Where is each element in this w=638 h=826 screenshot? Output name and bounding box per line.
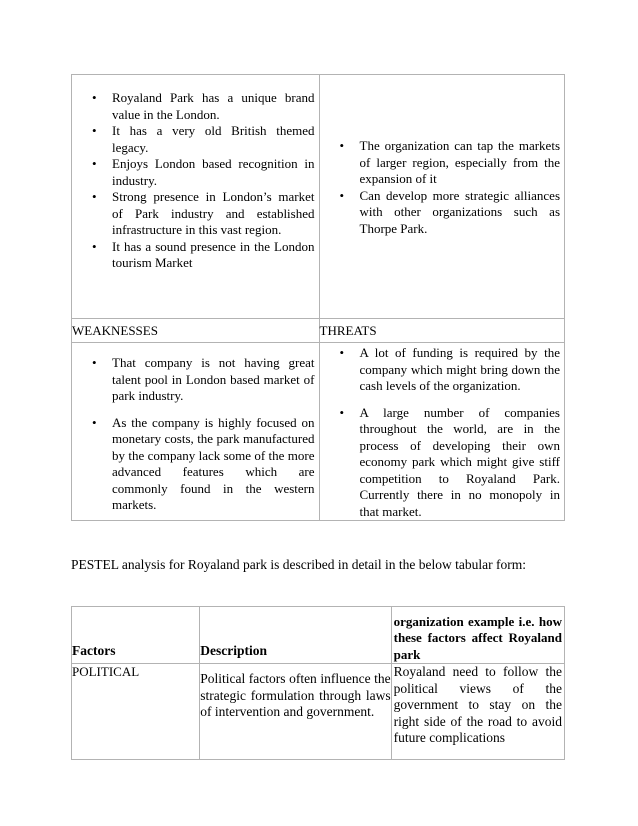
weakness-item: • That company is not having great talent pool in London based market of park industry.	[72, 355, 319, 405]
swot-row-headers	[72, 319, 565, 343]
swot-row-strengths-opportunities	[72, 75, 565, 319]
weakness-item: • As the company is highly focused on monetary costs, the park manufactured by the company lack some of the more advanced features which are commonly found in the western markets.	[72, 415, 319, 514]
strength-item: • Enjoys London based recognition in industry.	[72, 156, 319, 189]
swot-row-weaknesses-threats	[72, 343, 565, 521]
opportunity-item: • The organization can tap the markets of larger region, especially from the expansion of it	[320, 138, 565, 188]
strength-item: • Strong presence in London’s market of Park industry and established infrastructure in this vast region.	[72, 189, 319, 239]
pestel-row	[72, 664, 565, 760]
weaknesses-cell	[72, 343, 320, 521]
threats-header-cell	[319, 319, 565, 343]
threat-item: • A large number of companies throughout the world, are in the process of developing their own economy park which might give stiff competition to Royaland Park. Currently there in no monopoly in that market.	[320, 405, 565, 521]
opportunities-list	[320, 138, 565, 237]
weaknesses-header: WEAKNESSES	[72, 323, 158, 338]
strengths-cell	[72, 75, 320, 319]
pestel-table	[71, 606, 565, 760]
strength-item: • It has a very old British themed legacy.	[72, 123, 319, 156]
swot-table	[71, 74, 565, 521]
threat-item: • A lot of funding is required by the company which might bring down the cash levels of the organization.	[320, 345, 565, 395]
pestel-header-factors: Factors	[72, 607, 200, 664]
pestel-example-text: Royaland need to follow the political views of the government to stay on the right side of the road to avoid future complications	[393, 664, 562, 745]
strength-item: • Royaland Park has a unique brand value in the London.	[72, 90, 319, 123]
weaknesses-header-cell	[72, 319, 320, 343]
weaknesses-list	[72, 343, 319, 514]
pestel-factor-cell: POLITICAL	[72, 664, 200, 760]
opportunities-cell	[319, 75, 565, 319]
pestel-example-cell	[391, 664, 564, 760]
threats-cell	[319, 343, 565, 521]
pestel-description-cell: Political factors often influence the strategic formulation through laws of intervention and government.	[200, 664, 391, 760]
pestel-header-example: organization example i.e. how these factors affect Royaland park	[391, 607, 564, 664]
pestel-header-row	[72, 607, 565, 664]
threats-list	[320, 343, 565, 520]
opportunity-item: • Can develop more strategic alliances with other organizations such as Thorpe Park.	[320, 188, 565, 238]
pestel-intro-paragraph: PESTEL analysis for Royaland park is described in detail in the below tabular form:	[71, 557, 527, 572]
strengths-list	[72, 90, 319, 272]
threats-header: THREATS	[319, 323, 377, 338]
pestel-header-description: Description	[200, 607, 391, 664]
strength-item: • It has a sound presence in the London tourism Market	[72, 239, 319, 272]
